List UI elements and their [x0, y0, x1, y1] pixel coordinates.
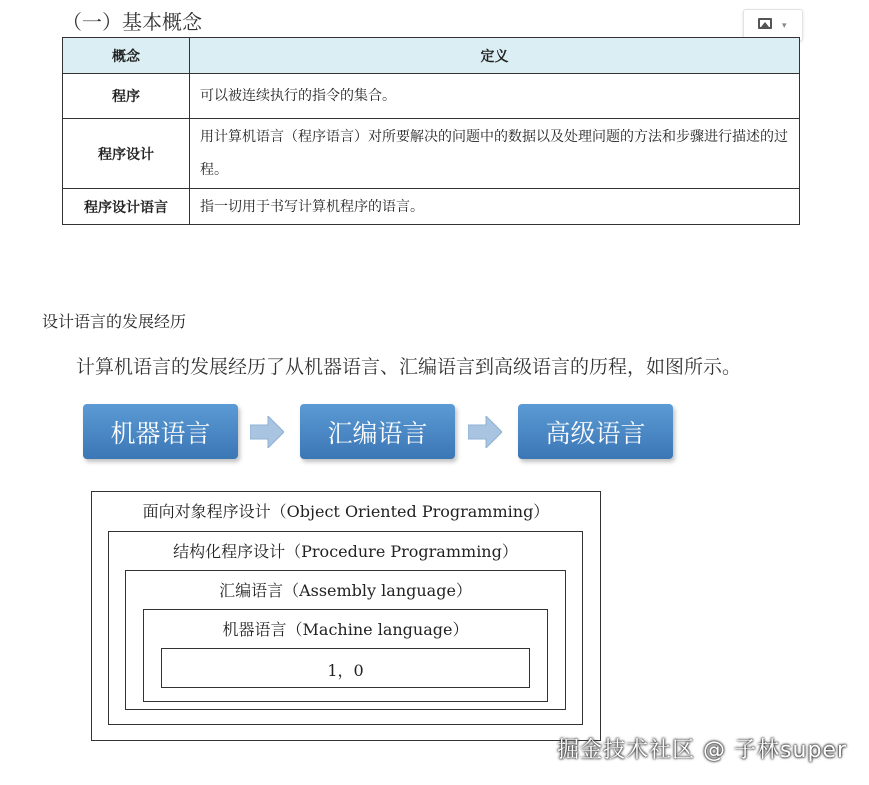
table-header-row	[63, 38, 800, 74]
intro-text: 计算机语言的发展经历了从机器语言、汇编语言到高级语言的历程，如图所示。	[76, 356, 742, 378]
section-heading: 设计语言的发展经历	[42, 312, 187, 331]
cropped-text-fragment	[62, 226, 302, 236]
oop-label: 面向对象程序设计（Object Oriented Programming）	[142, 502, 550, 521]
binary-label: 1，0	[327, 661, 364, 680]
column-header: 定义	[190, 38, 800, 74]
section-title: （一）基本概念	[62, 10, 202, 34]
concept-table	[62, 37, 800, 225]
binary-box	[161, 648, 530, 688]
arrow-right-icon	[250, 416, 284, 448]
table-row	[63, 119, 800, 189]
arrow-right-icon	[468, 416, 502, 448]
definition-cell: 用计算机语言（程序语言）对所要解决的问题中的数据以及处理问题的方法和步骤进行描述的过程。	[190, 119, 800, 189]
machine-language-box: 机器语言	[83, 404, 238, 459]
table-row	[63, 74, 800, 119]
column-header: 概念	[63, 38, 190, 74]
assembly-language-box: 汇编语言	[300, 404, 455, 459]
structured-label: 结构化程序设计（Procedure Programming）	[173, 542, 518, 561]
term-cell: 程序	[63, 74, 190, 119]
chevron-down-icon: ▾	[782, 21, 787, 31]
term-cell: 程序设计语言	[63, 189, 190, 225]
watermark: 掘金技术社区 @ 子林super	[557, 738, 847, 763]
assembly-label: 汇编语言（Assembly language）	[219, 581, 472, 600]
machine-label: 机器语言（Machine language）	[222, 620, 469, 639]
definition-cell: 指一切用于书写计算机程序的语言。	[190, 189, 800, 225]
definition-cell: 可以被连续执行的指令的集合。	[190, 74, 800, 119]
image-icon	[758, 18, 772, 29]
high-level-language-box: 高级语言	[518, 404, 673, 459]
table-row	[63, 189, 800, 225]
term-cell: 程序设计	[63, 119, 190, 189]
